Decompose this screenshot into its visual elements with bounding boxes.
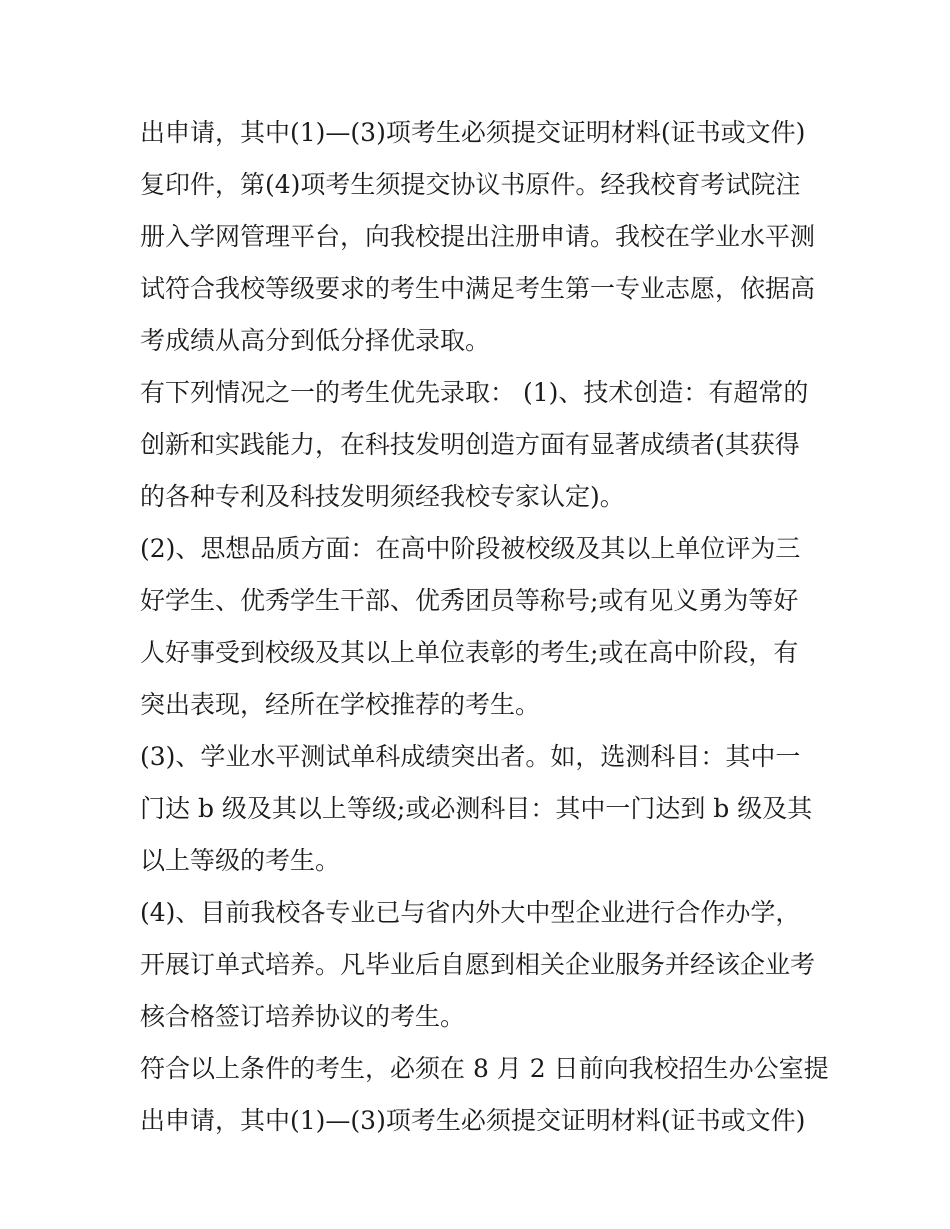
text-line: 有下列情况之一的考生优先录取： (1)、技术创造：有超常的 (140, 378, 809, 407)
document-body (140, 107, 829, 1147)
text-line: 突出表现，经所在学校推荐的考生。 (140, 690, 541, 719)
text-line: 核合格签订培养协议的考生。 (140, 1002, 466, 1031)
text-line: 考成绩从高分到低分择优录取。 (140, 326, 491, 355)
text-line: 的各种专利及科技发明须经我校专家认定)。 (140, 482, 625, 511)
text-line: 出申请，其中(1)—(3)项考生必须提交证明材料(证书或文件) (140, 1106, 806, 1135)
text-line: 试符合我校等级要求的考生中满足考生第一专业志愿，依据高 (140, 274, 816, 303)
text-line: 册入学网管理平台，向我校提出注册申请。我校在学业水平测 (140, 222, 816, 251)
text-line: 符合以上条件的考生，必须在 8 月 2 日前向我校招生办公室提 (140, 1054, 829, 1083)
text-line: 复印件，第(4)项考生须提交协议书原件。经我校育考试院注 (140, 170, 801, 199)
text-line: 人好事受到校级及其以上单位表彰的考生;或在高中阶段，有 (140, 638, 799, 667)
text-line: (2)、思想品质方面：在高中阶段被校级及其以上单位评为三 (140, 534, 801, 563)
text-line: (3)、学业水平测试单科成绩突出者。如，选测科目：其中一 (140, 742, 801, 771)
text-line: 创新和实践能力，在科技发明创造方面有显著成绩者(其获得 (140, 430, 800, 459)
text-line: 好学生、优秀学生干部、优秀团员等称号;或有见义勇为等好 (140, 586, 799, 615)
text-line: 门达 b 级及其以上等级;或必测科目：其中一门达到 b 级及其 (140, 794, 813, 823)
text-line: (4)、目前我校各专业已与省内外大中型企业进行合作办学， (140, 898, 801, 927)
text-line: 以上等级的考生。 (140, 846, 341, 875)
text-line: 开展订单式培养。凡毕业后自愿到相关企业服务并经该企业考 (140, 950, 816, 979)
text-line: 出申请，其中(1)—(3)项考生必须提交证明材料(证书或文件) (140, 118, 806, 147)
